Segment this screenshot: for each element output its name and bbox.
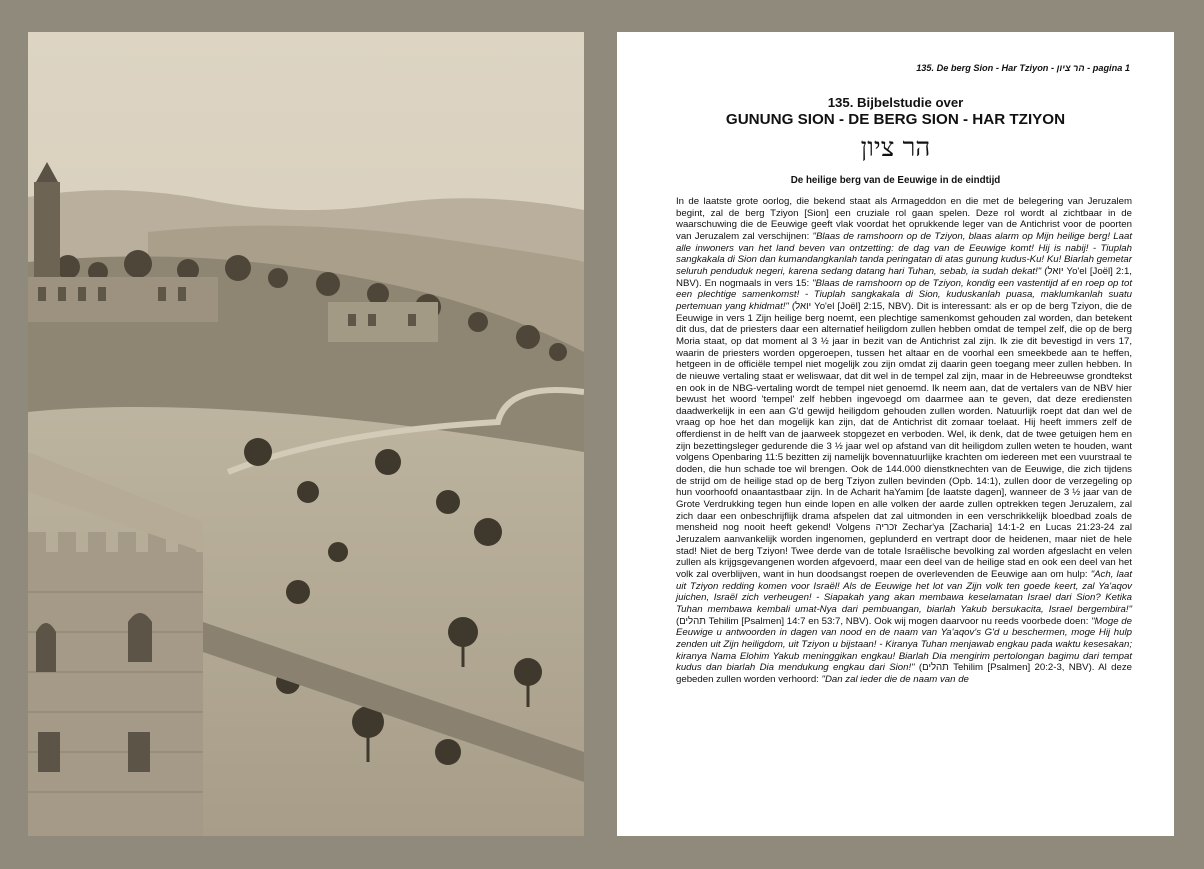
title-hebrew: הר ציון: [860, 133, 931, 163]
body-segment: (יואל Yo'el [Joël] 2:1, NBV). En nogmaals in vers 15:: [676, 265, 1132, 289]
photo-illustration: [28, 32, 584, 836]
mount-zion-photo: [28, 32, 584, 836]
title-line2: GUNUNG SION - DE BERG SION - HAR TZIYON: [725, 111, 1066, 128]
document-page: [617, 32, 1174, 836]
body-segment: In de laatste grote oorlog, die bekend staat als Armageddon en die met de belegering van Jeruzalem begint, zal de berg Tziyon [Sion] een cruziale rol gaan spelen. Deze rol wordt al zichtbaar in de waarschuwing die de Eeuwige geeft vlak voordat het oprukkende leger van de Antichrist voor de poorten van Jeruzalem zal verschijnen:: [676, 196, 1132, 242]
body-segment: (תהלים Tehilim [Psalmen] 14:7 en 53:7, NBV). Ook wij mogen daarvoor nu reeds voorbede doen:: [676, 615, 1092, 627]
hill-building-right: [328, 302, 438, 342]
bell-tower: [34, 182, 60, 277]
scripture-quote: "Dan zal ieder die de naam van de: [821, 673, 969, 685]
foreground-tower: [28, 552, 203, 836]
running-head: 135. De berg Sion - Har Tziyon - הר ציון - pagina 1: [916, 63, 1130, 73]
body-segment: (יואל Yo'el [Joël] 2:15, NBV). Dit is interessant: als er op de berg Tziyon, die de Eeuwige in vers 1 Zijn heilige berg noemt, een plechtige samenkomst gehouden zal worden, dan betekent dit dus, dat de priesters daar een alternatief heiligdom zullen hebben omdat de tempel zelf, die op de berg Moria staat, op dat moment al 3 ½ jaar in bezit van de Antichrist zal zijn. Ik zie dit bevestigd in vers 17, waarin de priesters worden opgeroepen, tussen het altaar en de voorhal een smeekbede aan te heffen, hetgeen in de officiële tempel niet mogelijk zou zijn omdat zij daarin geen toegang meer zullen hebben. In de nieuwe vertaling staat er weliswaar, dat dit wel in de tempel zal zijn, maar in de Hebreeuwse grondtekst en ook in de NBG-vertaling wordt de tempel niet genoemd. Ik neem aan, dat de vertalers van de NBV hier bewust het woord 'tempel' zelf hebben ingevoegd om daarmee aan te geven, dat deze erediensten daadwerkelijk in een aan G'd gewijd heiligdom gehouden zullen worden. Natuurlijk roept dat dan wel de vraag op hoe het dan mogelijk kan zijn, dat de Antichrist dit zomaar toelaat. Hij heeft immers zelf de offerdienst in de helft van de jaarweek stopgezet en verboden. Wel, ik denk, dat de twee getuigen hem en zijn bezettingsleger gedurende die 3 ½ jaar wel op afstand van dit heiligdom zullen weten te houden, want volgens Openbaring 11:5 bezitten zij namelijk bovennatuurlijke krachten om iedereen met een vuurstraal te doden, die hun schade toe wil brengen. Ook de 144.000 dienstknechten van de Eeuwige, die zich tijdens de strijd om de heilige stad op de berg Tziyon zullen bevinden (Opb. 14:1), zullen door de verzegeling op hun voorhoofd onaantastbaar zijn. In de Acharit haYamim [de laatste dagen], wanneer de 3 ½ jaar van de Grote Verdrukking tegen hun einde lopen en alle volken der aarde zullen optrekken tegen Jeruzalem, zal zich daar een onbeschrijflijk drama afspelen dat zal uitmonden in een verschrikkelijk bloedbad zoals de mensheid nog nooit heeft gekend! Volgens זכריה Zechar'ya [Zacharia] 14:1-2 en Lucas 21:23-24 zal Jeruzalem aanvankelijk worden ingenomen, geplunderd en vertrapt door de heidenen, maar niet de hele stad! Niet de berg Tziyon! Twee derde van de totale Israëlische bevolking zal worden afgeslacht en velen zullen als krijgsgevangenen worden afgevoerd, maar een deel van de heilige stad en ook een deel van het volk zal overblijven, want in hun doodsangst roepen de overlevenden de Eeuwige aan om hulp:: [676, 300, 1132, 580]
body-text: [676, 196, 1132, 686]
scripture-quote: "Ach, laat uit Tziyon redding komen voor Israël! Als de Eeuwige het lot van Zijn volk ten goede keert, zal Ya'aqov juichen, Israël zich verheugen! - Siapakah yang akan membawa keselamatan Israel dari Sion? Ketika Tuhan membawa kembali umat-Nya dari pembuangan, biarlah Yakub bersukacita, Israel bergembira!": [676, 569, 1133, 615]
subtitle: De heilige berg van de Eeuwige in de eindtijd: [790, 175, 1001, 186]
scripture-quote: "Blaas de ramshoorn op de Tziyon, blaas alarm op Mijn heilige berg! Laat alle inwoners van het land beven van ontzetting: de dag van de Eeuwige komt! Hij is nabij! - Tiuplah sangkakala di Sion dan kumandangkanlah tanda peringatan di atas gunung kudus-Ku! Ku! Biarlah gemetar seluruh penduduk negeri, karena sedang datang hari Tuhan, sebab, ia sudah dekat!": [676, 230, 1132, 277]
body-paragraph: [676, 196, 1132, 686]
title-block: [617, 95, 1174, 186]
scripture-quote: "Blaas de ramshoorn op de Tziyon, kondig een vastentijd af en roep op tot een plechtige samenkomst! - Tiuplah sangkakala di Sion, kuduskanlah puasa, maklumkanlah suatu pertemuan yang khidmat!": [676, 277, 1132, 312]
body-segment: (תהלים Tehilim [Psalmen] 20:2-3, NBV). Al deze gebeden zullen worden verhoord:: [676, 662, 1132, 685]
title-line1: 135. Bijbelstudie over: [827, 95, 964, 110]
scripture-quote: "Moge de Eeuwige u antwoorden in dagen van nood en de naam van Ya'aqov's G'd u beschermen, moge Hij hulp zenden uit Zijn heiligdom, uit Tziyon u bijstaan! - Kiranya Tuhan menjawab engkau pada waktu kesesakan; kiranya Nama Elohim Yakub meninggikan engkau! Biarlah Dia mengirim pertolongan bagimu dari tempat kudus dan biarlah Dia mendukung engkau dari Sion!": [676, 615, 1133, 674]
hill-building: [28, 277, 218, 322]
